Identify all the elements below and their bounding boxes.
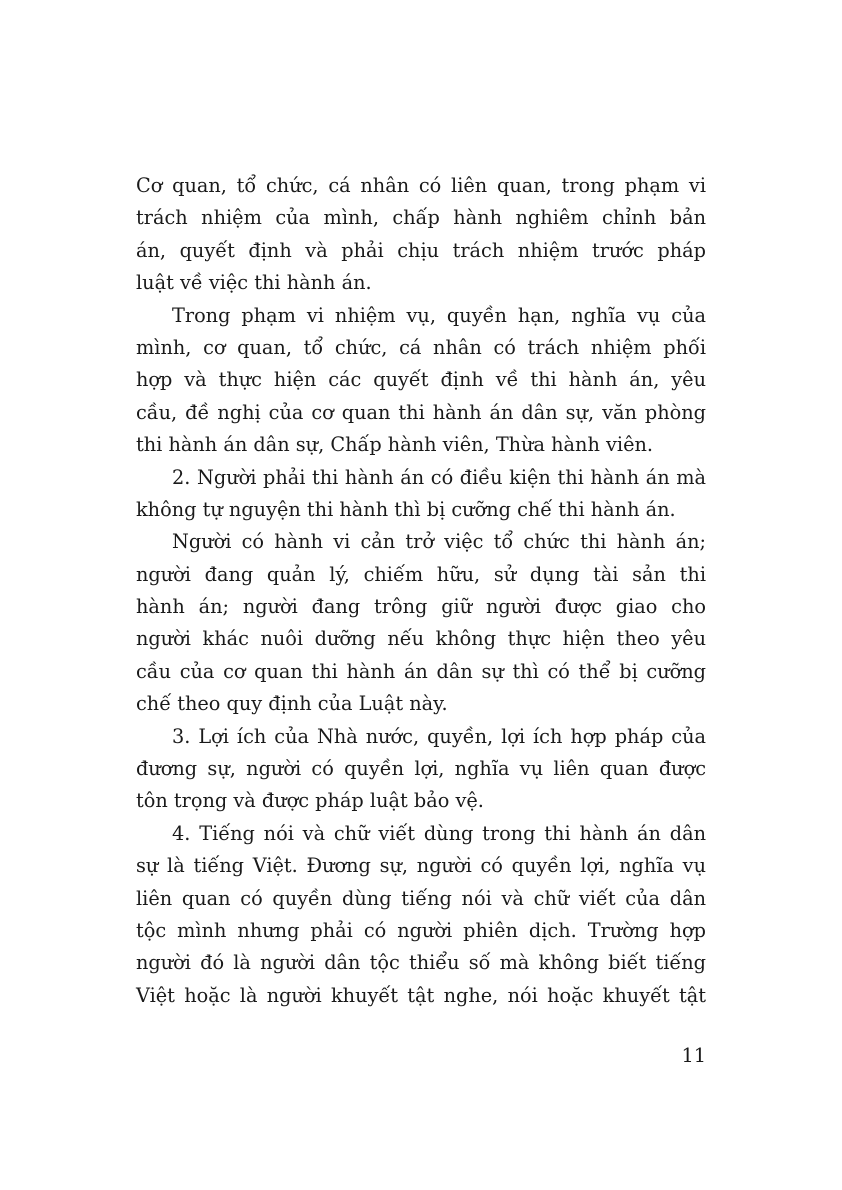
- text-line: sự là tiếng Việt. Đương sự, người có quyền lợi, nghĩa vụ: [136, 854, 706, 878]
- text-line: Trong phạm vi nhiệm vụ, quyền hạn, nghĩa vụ của: [172, 303, 706, 327]
- paragraph: [136, 818, 706, 1012]
- text-line: người đó là người dân tộc thiểu số mà không biết tiếng: [136, 951, 706, 975]
- text-line: mình, cơ quan, tổ chức, cá nhân có trách nhiệm phối: [136, 335, 706, 359]
- text-line: trách nhiệm của mình, chấp hành nghiêm chỉnh bản: [136, 206, 706, 230]
- text-line: tộc mình nhưng phải có người phiên dịch. Trường hợp: [136, 918, 706, 942]
- paragraph: [136, 300, 706, 462]
- body-text: [136, 170, 706, 1012]
- text-line: liên quan có quyền dùng tiếng nói và chữ viết của dân: [136, 886, 706, 910]
- paragraph: [136, 526, 706, 720]
- text-line: hành án; người đang trông giữ người được giao cho: [136, 595, 706, 619]
- text-line: không tự nguyện thi hành thì bị cưỡng chế thi hành án.: [136, 497, 676, 521]
- text-line: chế theo quy định của Luật này.: [136, 692, 448, 716]
- text-line: Việt hoặc là người khuyết tật nghe, nói hoặc khuyết tật: [136, 983, 706, 1007]
- text-line: luật về việc thi hành án.: [136, 271, 372, 295]
- text-line: người khác nuôi dưỡng nếu không thực hiện theo yêu: [136, 627, 706, 651]
- text-line: 3. Lợi ích của Nhà nước, quyền, lợi ích hợp pháp của: [172, 724, 706, 748]
- text-line: người đang quản lý, chiếm hữu, sử dụng tài sản thi: [136, 562, 706, 586]
- text-line: 2. Người phải thi hành án có điều kiện thi hành án mà: [172, 465, 706, 489]
- text-line: cầu, đề nghị của cơ quan thi hành án dân sự, văn phòng: [136, 400, 706, 424]
- paragraph: [136, 462, 706, 527]
- page-number: 11: [681, 1044, 706, 1067]
- paragraph: [136, 721, 706, 818]
- text-line: tôn trọng và được pháp luật bảo vệ.: [136, 789, 484, 813]
- text-line: thi hành án dân sự, Chấp hành viên, Thừa hành viên.: [136, 433, 654, 457]
- text-line: đương sự, người có quyền lợi, nghĩa vụ liên quan được: [136, 757, 706, 781]
- text-line: án, quyết định và phải chịu trách nhiệm trước pháp: [136, 238, 706, 262]
- text-line: Cơ quan, tổ chức, cá nhân có liên quan, trong phạm vi: [136, 174, 706, 197]
- text-line: hợp và thực hiện các quyết định về thi hành án, yêu: [136, 368, 706, 392]
- text-line: 4. Tiếng nói và chữ viết dùng trong thi hành án dân: [172, 821, 706, 845]
- paragraph: [136, 170, 706, 300]
- text-line: cầu của cơ quan thi hành án dân sự thì có thể bị cưỡng: [136, 659, 706, 683]
- text-line: Người có hành vi cản trở việc tổ chức thi hành án;: [172, 530, 706, 554]
